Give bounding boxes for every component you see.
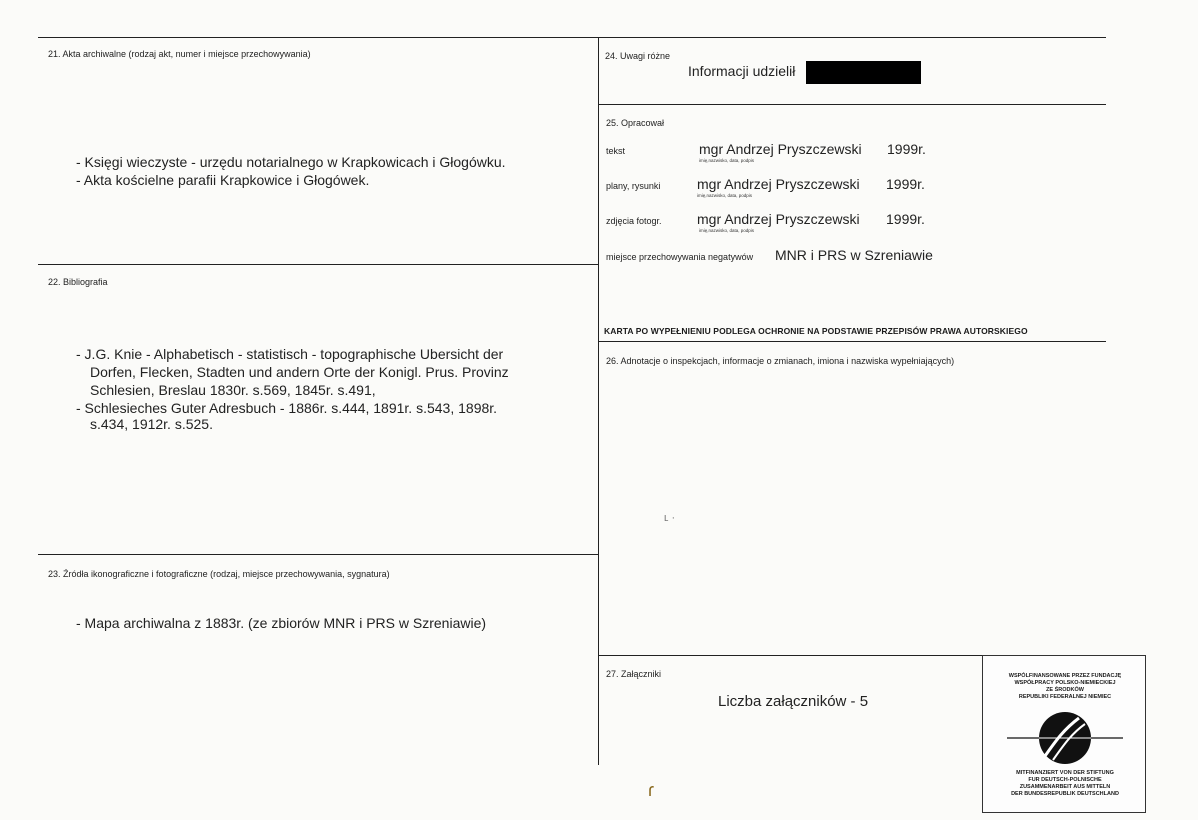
pen-stroke: ɾ [648,780,654,800]
sponsor-pl-line-4: REPUBLIKI FEDERALNEJ NIEMIEC [1018,694,1112,700]
author-row-2-name: mgr Andrzej Pryszczewski [697,176,860,192]
author-row-3-year: 1999r. [886,211,925,227]
author-row-1-year: 1999r. [887,141,926,157]
section-25-label: 25. Opracował [606,118,665,128]
section-27-value: Liczba załączników - 5 [718,693,869,710]
section-23-label: 23. Źródła ikonograficzne i fotograficzne (rodzaj, miejsce przechowywania, sygnatura) [48,569,390,579]
section-21-label: 21. Akta archiwalne (rodzaj akt, numer i miejsce przechowywania) [48,49,311,59]
rule-21-22 [38,264,598,265]
redacted-name [806,61,921,84]
section-22-line-4: - Schlesieches Guter Adresbuch - 1886r. s.444, 1891r. s.543, 1898r. [76,400,498,416]
section-24-value: Informacji udzielił [688,63,796,79]
copyright-notice: KARTA PO WYPEŁNIENIU PODLEGA OCHRONIE NA PODSTAWIE PRZEPISÓW PRAWA AUTORSKIEGO [604,326,1028,336]
section-26-label: 26. Adnotacje o inspekcjach, informacje o zmianach, imiona i nazwiska wypełniających) [606,356,955,366]
sponsor-pl-line-3: ZE ŚRODKÓW [1046,687,1084,693]
section-22-label: 22. Bibliografia [48,277,108,287]
author-row-1-name: mgr Andrzej Pryszczewski [699,141,862,157]
sponsor-de-line-4: DER BUNDESREPUBLIK DEUTSCHLAND [1011,791,1119,797]
section-22-line-5: s.434, 1912r. s.525. [90,416,213,432]
sponsor-de-line-1: MITFINANZIERT VON DER STIFTUNG [1016,770,1114,776]
author-row-2-hint: imię,nazwisko, data, podpis [697,193,753,198]
author-row-3-name: mgr Andrzej Pryszczewski [697,211,860,227]
author-row-2-year: 1999r. [886,176,925,192]
section-21-line-1: - Księgi wieczyste - urzędu notarialnego w Krapkowicach i Głogówku. [76,154,506,170]
sponsor-de-line-2: FUR DEUTSCH-POLNISCHE [1028,777,1102,783]
negatives-label: miejsce przechowywania negatywów [606,252,754,262]
section-23-line-1: - Mapa archiwalna z 1883r. (ze zbiorów MNR i PRS w Szreniawie) [76,615,487,631]
rule-26-27 [598,655,982,656]
sponsor-pl-line-2: WSPÓŁPRACY POLSKO-NIEMIECKIEJ [1014,680,1116,686]
rule-24-25 [598,104,1106,105]
section-22-line-3: Schlesien, Breslau 1830r. s.569, 1845r. s.491, [90,382,376,398]
author-row-3-label: zdjęcia fotogr. [606,216,662,226]
author-row-1-hint: imię,nazwisko, data, podpis [699,158,755,163]
author-row-2-label: plany, rysunki [606,181,661,191]
section-22-line-2: Dorfen, Flecken, Stadten und andern Orte der Konigl. Prus. Provinz [90,364,509,380]
author-row-3-hint: imię,nazwisko, data, podpis [699,228,755,233]
rule-copyright-26 [598,341,1106,342]
section-22-line-1: - J.G. Knie - Alphabetisch - statistisch - topographische Ubersicht der [76,346,504,362]
negatives-value: MNR i PRS w Szreniawie [775,247,933,263]
top-rule-right [598,37,1106,38]
scan-speck: ʟ · [664,512,676,524]
foundation-logo-icon [983,704,1147,774]
sponsor-de-line-3: ZUSAMMENARBEIT AUS MITTELN [1019,784,1111,790]
section-24-label: 24. Uwagi różne [605,51,671,61]
top-rule-left [38,37,598,38]
sponsor-pl-line-1: WSPÓLFINANSOWANE PRZEZ FUNDACJĘ [1008,673,1122,679]
rule-22-23 [38,554,598,555]
sponsor-box [982,655,1146,813]
section-21-line-2: - Akta kościelne parafii Krapkowice i Głogówek. [76,172,370,188]
section-27-label: 27. Załączniki [606,669,662,679]
author-row-1-label: tekst [606,146,626,156]
